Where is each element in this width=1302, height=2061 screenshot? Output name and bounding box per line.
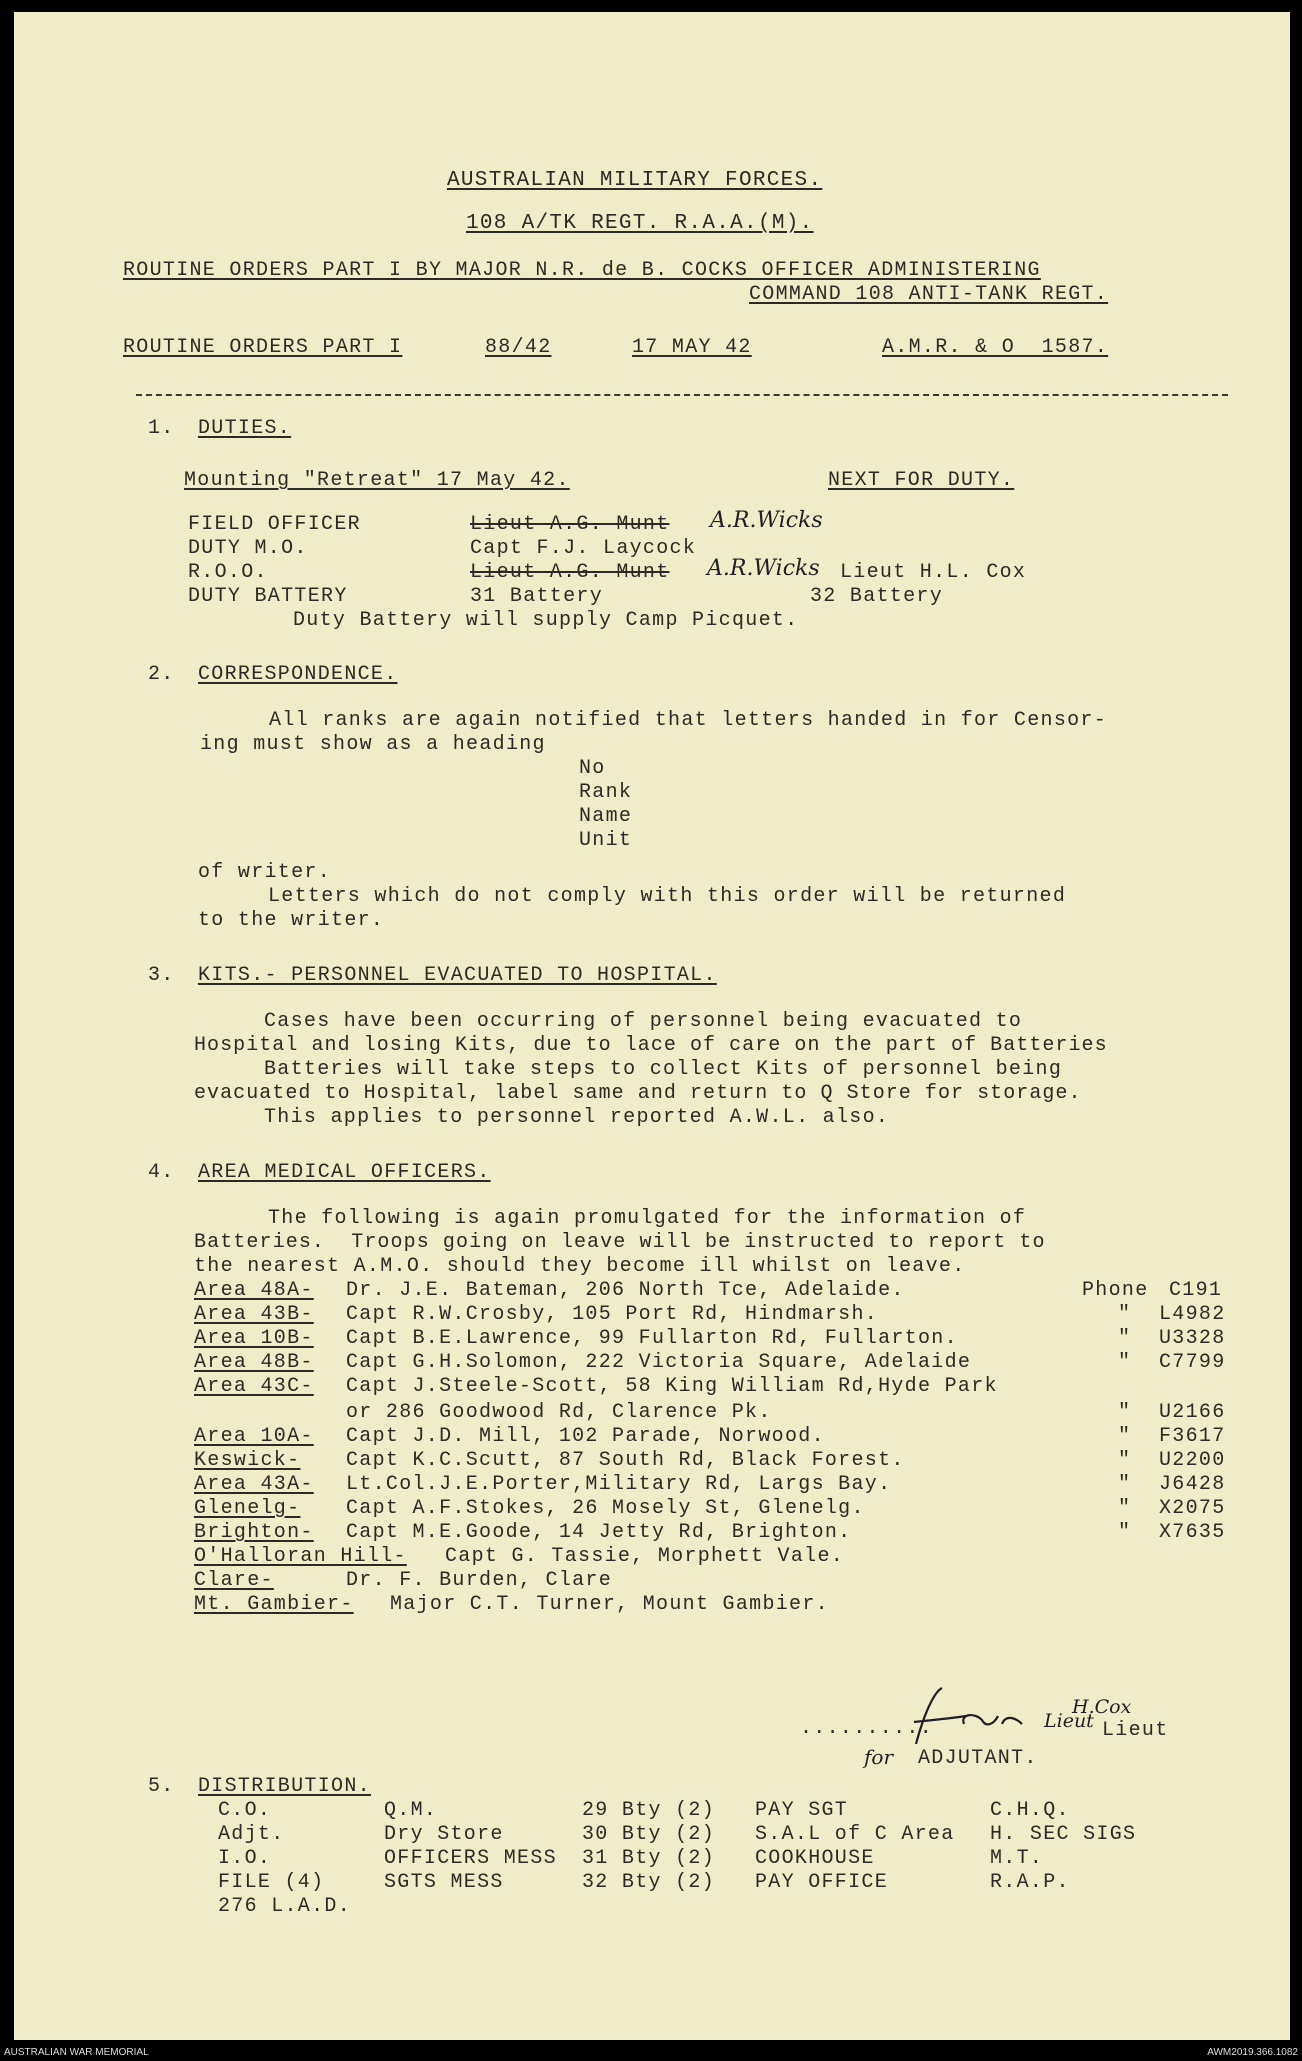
duty-label: DUTY M.O.	[188, 537, 308, 560]
area-name: Mt. Gambier-	[194, 1593, 354, 1616]
paragraph-line: ing must show as a heading	[200, 733, 546, 756]
next-for-duty: NEXT FOR DUTY.	[828, 469, 1015, 492]
paragraph-line: All ranks are again notified that letters handed in for Censor-	[269, 709, 1108, 732]
heading-item: Unit	[579, 829, 633, 852]
phone-number: L4982	[1159, 1303, 1226, 1326]
ro-date: 17 MAY 42	[632, 336, 752, 359]
officer-address: Lt.Col.J.E.Porter,Military Rd, Largs Bay.	[346, 1473, 892, 1496]
area-name: Area 10B-	[194, 1327, 314, 1350]
officer-address: Capt J.Steele-Scott, 58 King William Rd,Hyde Park	[346, 1375, 998, 1398]
area-name: Area 43B-	[194, 1303, 314, 1326]
phone-number: U2166	[1159, 1401, 1226, 1424]
archive-footer	[0, 2046, 1302, 2061]
paragraph-line: Batteries will take steps to collect Kits of personnel being	[264, 1058, 1063, 1081]
paragraph-line: of writer.	[198, 861, 332, 884]
heading-item: Rank	[579, 781, 633, 804]
ditto-mark: "	[1118, 1449, 1132, 1472]
officer-address: or 286 Goodwood Rd, Clarence Pk.	[346, 1401, 772, 1424]
area-name: Area 48A-	[194, 1279, 314, 1302]
handwritten-for: for	[864, 1745, 894, 1769]
header-divider	[136, 394, 1228, 396]
handwritten-rank: Lieut	[1044, 1710, 1094, 1732]
distribution-cell: R.A.P.	[990, 1871, 1070, 1894]
area-name: O'Halloran Hill-	[194, 1545, 407, 1568]
phone-number: U2200	[1159, 1449, 1226, 1472]
distribution-cell: Q.M.	[384, 1799, 438, 1822]
amr-reference: A.M.R. & O 1587.	[882, 336, 1109, 359]
phone-number: U3328	[1159, 1327, 1226, 1350]
phone-number: F3617	[1159, 1425, 1226, 1448]
handwritten-signature: H.Cox	[1072, 1696, 1132, 1718]
duty-value: Capt F.J. Laycock	[470, 537, 697, 560]
signature-dots: ..........	[800, 1717, 934, 1740]
officer-address: Capt G.H.Solomon, 222 Victoria Square, Adelaide	[346, 1351, 972, 1374]
distribution-cell: 31 Bty (2)	[582, 1847, 716, 1870]
phone-number: C191	[1169, 1279, 1223, 1302]
distribution-cell: C.O.	[218, 1799, 272, 1822]
distribution-cell: 30 Bty (2)	[582, 1823, 716, 1846]
officer-address: Capt B.E.Lawrence, 99 Fullarton Rd, Fullarton.	[346, 1327, 958, 1350]
duty-label: R.O.O.	[188, 561, 268, 584]
section-heading-correspondence: CORRESPONDENCE.	[198, 663, 398, 686]
ditto-mark: "	[1118, 1425, 1132, 1448]
area-name: Area 43A-	[194, 1473, 314, 1496]
ditto-mark: "	[1118, 1497, 1132, 1520]
distribution-cell: PAY OFFICE	[755, 1871, 889, 1894]
section-number: 1.	[148, 417, 175, 440]
distribution-cell: I.O.	[218, 1847, 272, 1870]
phone-number: J6428	[1159, 1473, 1226, 1496]
distribution-cell: S.A.L of C Area	[755, 1823, 955, 1846]
distribution-cell: 32 Bty (2)	[582, 1871, 716, 1894]
paragraph-line: Cases have been occurring of personnel being evacuated to	[264, 1010, 1023, 1033]
duty-handwritten-name: A.R.Wicks	[710, 508, 823, 533]
distribution-cell: COOKHOUSE	[755, 1847, 875, 1870]
duty-next: 32 Battery	[810, 585, 944, 608]
duty-handwritten-name: A.R.Wicks	[707, 556, 820, 581]
distribution-cell: H. SEC SIGS	[990, 1823, 1137, 1846]
officer-address: Dr. F. Burden, Clare	[346, 1569, 613, 1592]
distribution-cell: Adjt.	[218, 1823, 285, 1846]
orders-subtitle-cont: COMMAND 108 ANTI-TANK REGT.	[749, 283, 1109, 306]
section-heading-medical: AREA MEDICAL OFFICERS.	[198, 1161, 491, 1184]
phone-number: X7635	[1159, 1521, 1226, 1544]
duty-note: Duty Battery will supply Camp Picquet.	[293, 609, 799, 632]
area-name: Brighton-	[194, 1521, 314, 1544]
duty-struck-name: Lieut A.G. Munt	[470, 561, 670, 584]
phone-label: Phone	[1082, 1279, 1149, 1302]
document-page	[14, 12, 1290, 2040]
officer-address: Capt K.C.Scutt, 87 South Rd, Black Forest.	[346, 1449, 905, 1472]
distribution-cell: Dry Store	[384, 1823, 504, 1846]
officer-address: Capt M.E.Goode, 14 Jetty Rd, Brighton.	[346, 1521, 852, 1544]
distribution-cell: M.T.	[990, 1847, 1044, 1870]
ditto-mark: "	[1118, 1473, 1132, 1496]
heading-item: No	[579, 757, 606, 780]
ro-number: 88/42	[485, 336, 552, 359]
distribution-cell: PAY SGT	[755, 1799, 849, 1822]
signature-role: ADJUTANT.	[918, 1747, 1038, 1770]
area-name: Clare-	[194, 1569, 274, 1592]
ro-label: ROUTINE ORDERS PART I	[123, 336, 403, 359]
footer-accession: AWM2019.366.1082	[1207, 2047, 1298, 2058]
ditto-mark: "	[1118, 1303, 1132, 1326]
officer-address: Capt A.F.Stokes, 26 Mosely St, Glenelg.	[346, 1497, 865, 1520]
signature-rank: Lieut	[1102, 1719, 1169, 1742]
heading-item: Name	[579, 805, 633, 828]
section-heading-distribution: DISTRIBUTION.	[198, 1775, 371, 1798]
regiment-title: 108 A/TK REGT. R.A.A.(M).	[466, 212, 814, 235]
header-title: AUSTRALIAN MILITARY FORCES.	[447, 169, 823, 192]
paragraph-line: to the writer.	[198, 909, 385, 932]
distribution-cell: 29 Bty (2)	[582, 1799, 716, 1822]
ditto-mark: "	[1118, 1327, 1132, 1350]
paragraph-line: the nearest A.M.O. should they become ill whilst on leave.	[194, 1255, 966, 1278]
officer-address: Dr. J.E. Bateman, 206 North Tce, Adelaide.	[346, 1279, 905, 1302]
section-heading-duties: DUTIES.	[198, 417, 292, 440]
officer-address: Capt R.W.Crosby, 105 Port Rd, Hindmarsh.	[346, 1303, 879, 1326]
mounting-line: Mounting "Retreat" 17 May 42.	[184, 469, 570, 492]
officer-address: Major C.T. Turner, Mount Gambier.	[390, 1593, 829, 1616]
section-heading-kits: KITS.- PERSONNEL EVACUATED TO HOSPITAL.	[198, 964, 717, 987]
ditto-mark: "	[1118, 1401, 1132, 1424]
duty-struck-name: Lieut A.G. Munt	[470, 513, 670, 536]
section-number: 2.	[148, 663, 175, 686]
area-name: Glenelg-	[194, 1497, 301, 1520]
paragraph-line: evacuated to Hospital, label same and return to Q Store for storage.	[194, 1082, 1082, 1105]
duty-next: Lieut H.L. Cox	[840, 561, 1027, 584]
distribution-cell: C.H.Q.	[990, 1799, 1070, 1822]
officer-address: Capt G. Tassie, Morphett Vale.	[445, 1545, 845, 1568]
section-number: 5.	[148, 1775, 175, 1798]
section-number: 4.	[148, 1161, 175, 1184]
ditto-mark: "	[1118, 1351, 1132, 1374]
distribution-cell: SGTS MESS	[384, 1871, 504, 1894]
officer-address: Capt J.D. Mill, 102 Parade, Norwood.	[346, 1425, 825, 1448]
orders-subtitle: ROUTINE ORDERS PART I BY MAJOR N.R. de B. COCKS OFFICER ADMINISTERING	[123, 259, 1041, 282]
distribution-cell: FILE (4)	[218, 1871, 325, 1894]
duty-label: FIELD OFFICER	[188, 513, 361, 536]
area-name: Keswick-	[194, 1449, 301, 1472]
area-name: Area 48B-	[194, 1351, 314, 1374]
paragraph-line: Hospital and losing Kits, due to lace of care on the part of Batteries	[194, 1034, 1108, 1057]
phone-number: X2075	[1159, 1497, 1226, 1520]
distribution-cell: 276 L.A.D.	[218, 1895, 352, 1918]
ditto-mark: "	[1118, 1521, 1132, 1544]
duty-label: DUTY BATTERY	[188, 585, 348, 608]
section-number: 3.	[148, 964, 175, 987]
area-name: Area 43C-	[194, 1375, 314, 1398]
area-name: Area 10A-	[194, 1425, 314, 1448]
paragraph-line: This applies to personnel reported A.W.L. also.	[264, 1106, 890, 1129]
duty-value: 31 Battery	[470, 585, 604, 608]
paragraph-line: Letters which do not comply with this order will be returned	[268, 885, 1067, 908]
distribution-cell: OFFICERS MESS	[384, 1847, 557, 1870]
footer-institution: AUSTRALIAN WAR MEMORIAL	[4, 2047, 149, 2058]
paragraph-line: Batteries. Troops going on leave will be instructed to report to	[194, 1231, 1046, 1254]
paragraph-line: The following is again promulgated for the information of	[268, 1207, 1027, 1230]
phone-number: C7799	[1159, 1351, 1226, 1374]
